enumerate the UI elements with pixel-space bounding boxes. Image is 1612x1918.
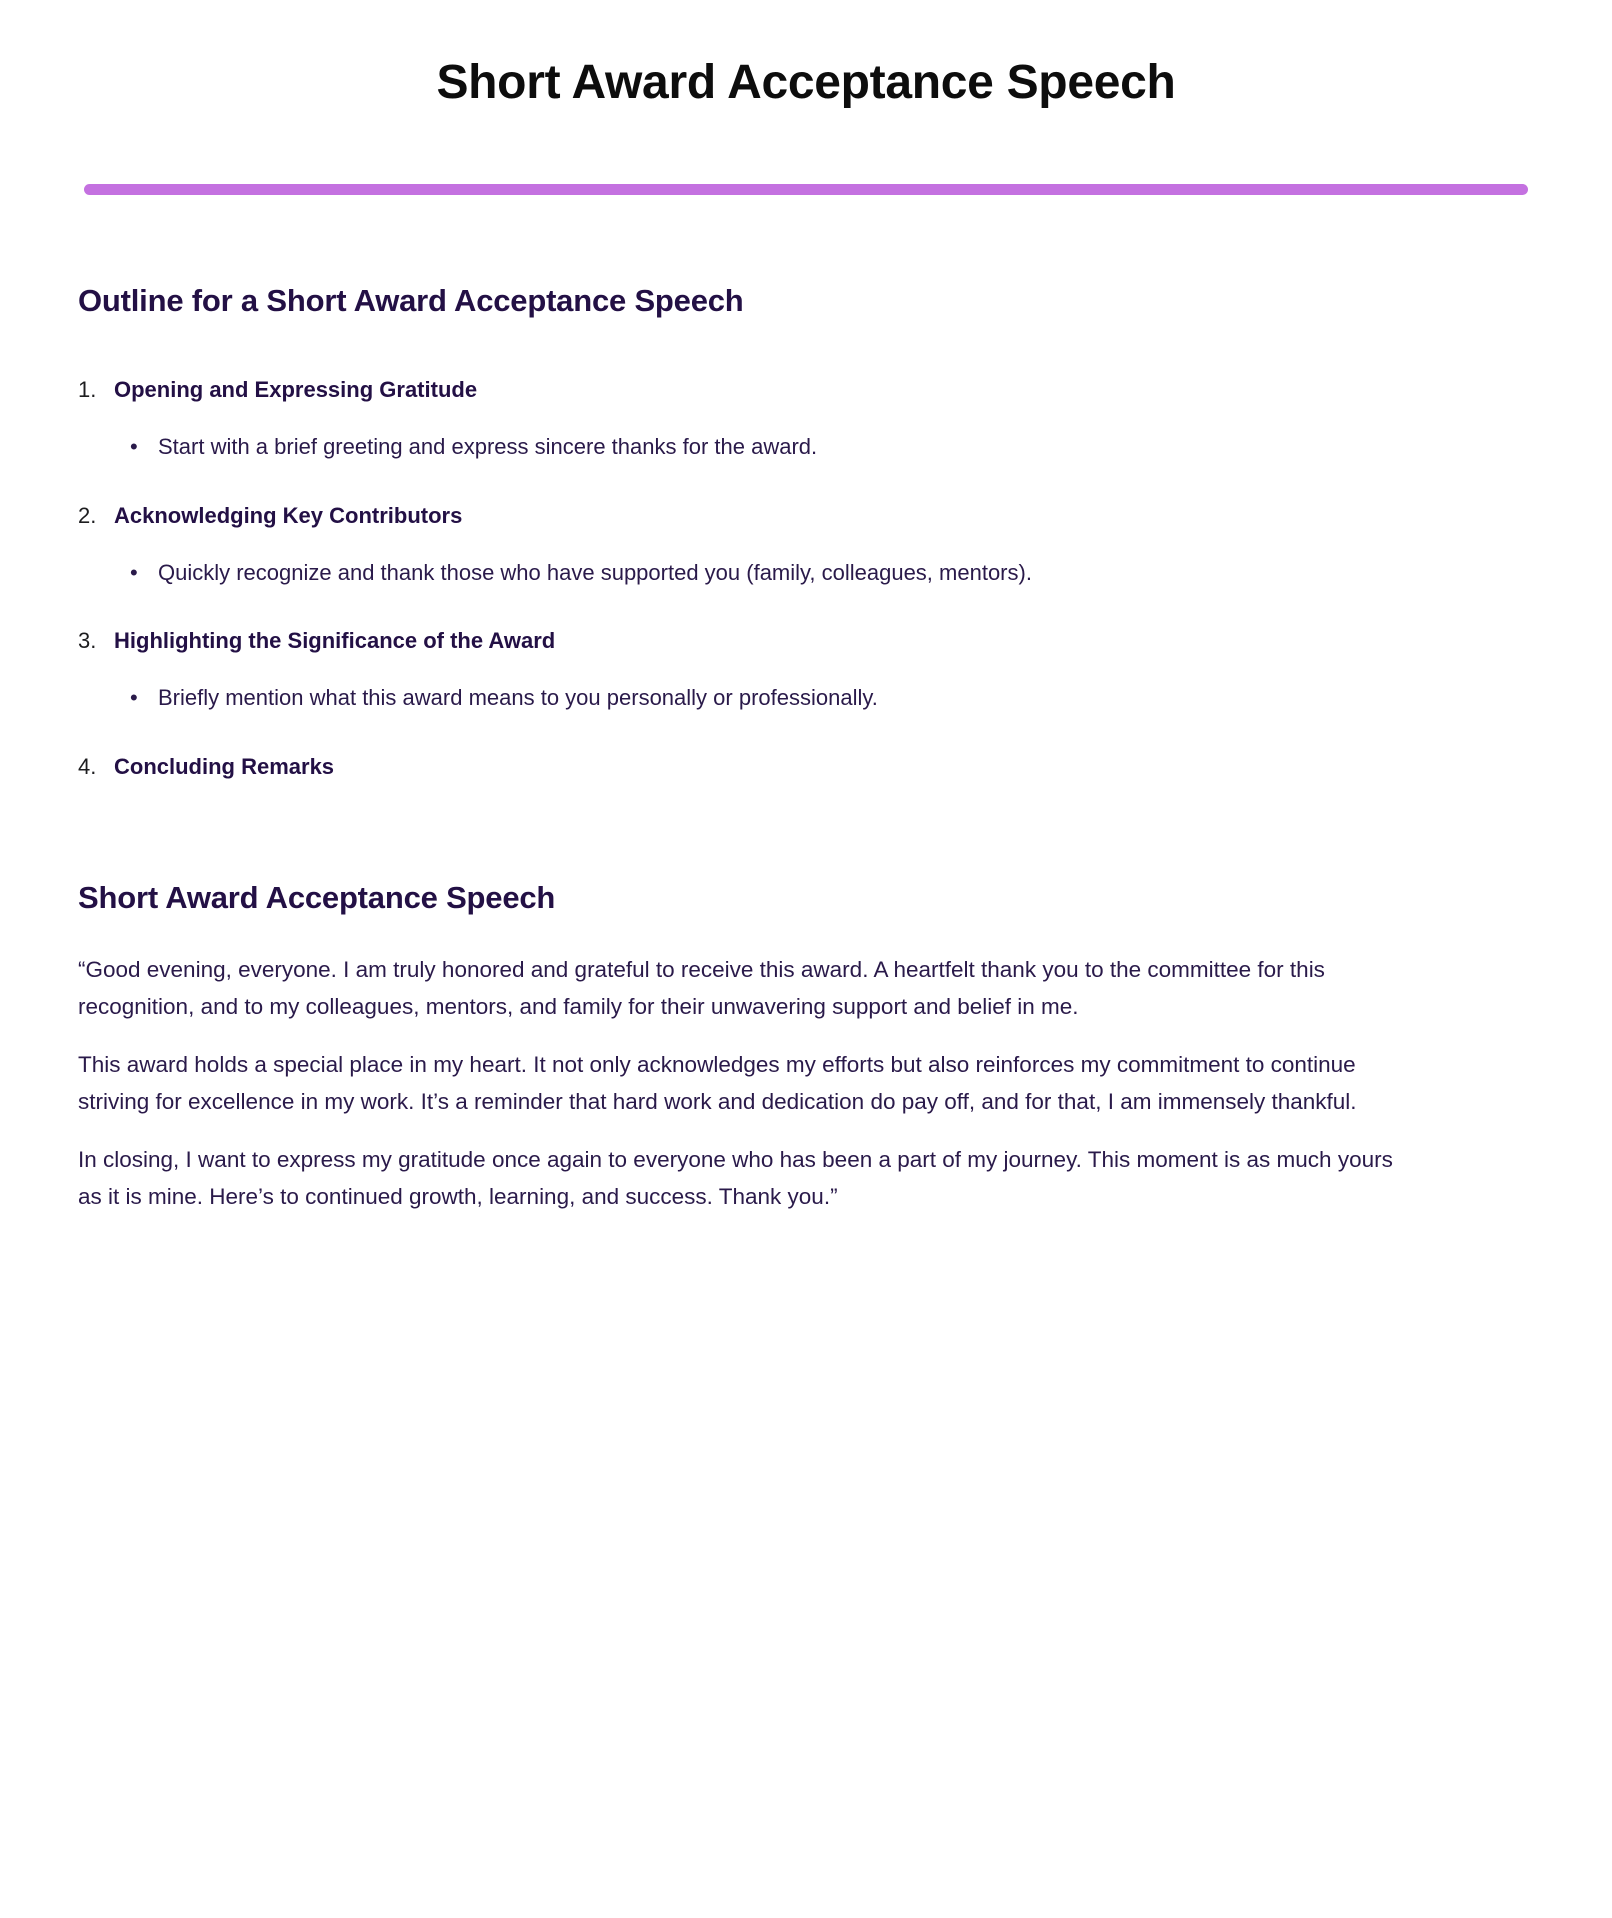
outline-item: [78, 750, 1522, 784]
outline-section: [78, 281, 1522, 785]
speech-section: [78, 878, 1522, 1215]
outline-item-label: Concluding Remarks: [114, 754, 335, 780]
speech-paragraph: This award holds a special place in my heart. It not only acknowledges my efforts but also reinforces my commitment to continue striving for excellence in my work. It’s a reminder that hard work and dedication do pay off, and for that, I am immensely thankful.: [78, 1052, 1357, 1114]
document-content: [0, 195, 1612, 1215]
outline-section-heading: Outline for a Short Award Acceptance Speech: [78, 282, 744, 318]
outline-item: [78, 624, 1522, 658]
speech-paragraph: In closing, I want to express my gratitude once again to everyone who has been a part of my journey. This moment is as much yours as it is mine. Here’s to continued growth, learning, and success. Thank you.”: [78, 1147, 1393, 1209]
outline-list: [78, 373, 1522, 784]
outline-sub-bullet: • Quickly recognize and thank those who have supported you (family, colleagues, mentors).: [130, 555, 1522, 591]
outline-item-label: Highlighting the Significance of the Award: [114, 628, 556, 654]
outline-item: [78, 499, 1522, 533]
outline-sub-bullet: • Start with a brief greeting and express sincere thanks for the award.: [130, 429, 1522, 465]
outline-sub-bullet: • Briefly mention what this award means to you personally or professionally.: [130, 680, 1522, 716]
document-header: [0, 0, 1612, 195]
speech-paragraph: “Good evening, everyone. I am truly honored and grateful to receive this award. A heartfelt thank you to the committee for this recognition, and to my colleagues, mentors, and family for their unwavering support and belief in me.: [78, 957, 1325, 1019]
outline-item-label: Opening and Expressing Gratitude: [114, 376, 478, 402]
outline-sub-bullet-list: [78, 680, 1522, 716]
page-title: Short Award Acceptance Speech: [436, 56, 1176, 109]
speech-section-heading: Short Award Acceptance Speech: [78, 880, 556, 916]
outline-item: [78, 373, 1522, 407]
title-divider: [84, 184, 1528, 195]
outline-sub-bullet-list: [78, 555, 1522, 591]
outline-item-label: Acknowledging Key Contributors: [114, 502, 463, 528]
outline-sub-bullet-list: [78, 429, 1522, 465]
